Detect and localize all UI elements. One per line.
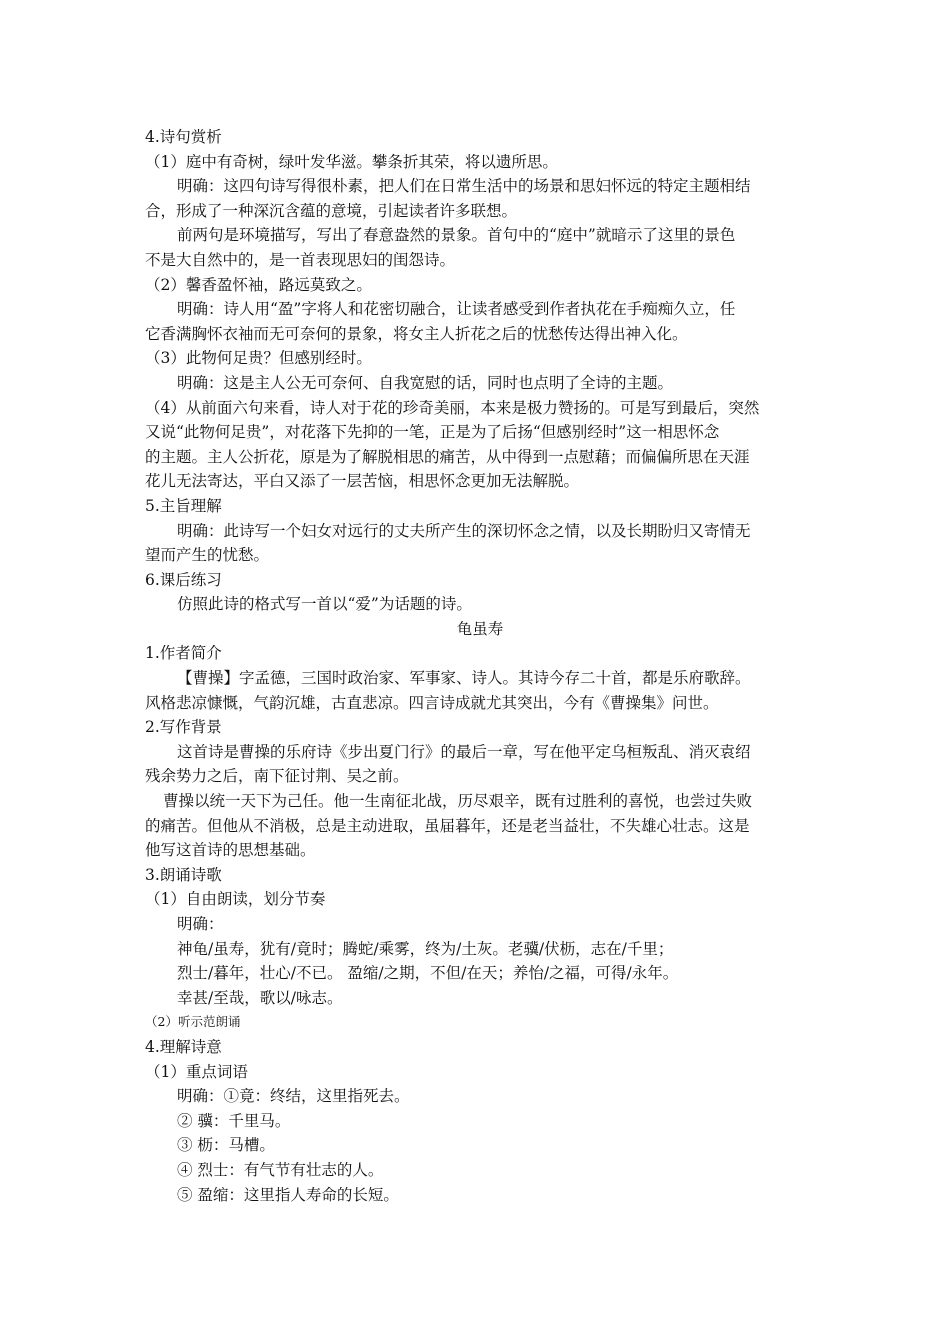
text-line: （4）从前面六句来看，诗人对于花的珍奇美丽，本来是极力赞扬的。可是写到最后，突然 [145,398,760,417]
text-line: 望而产生的忧愁。 [145,546,270,565]
text-line: 他写这首诗的思想基础。 [145,841,316,860]
text-line: （1）庭中有奇树，绿叶发华滋。攀条折其荣，将以遗所思。 [145,152,558,171]
section-heading: 4.诗句赏析 [145,128,222,146]
text-line: 仿照此诗的格式写一首以“爱”为话题的诗。 [177,595,472,614]
text-line: 明确：这四句诗写得很朴素，把人们在日常生活中的场景和思妇怀远的特定主题相结 [177,177,751,196]
text-line: ③ 枥：马槽。 [177,1136,275,1155]
text-line: 烈士/暮年，壮心/不已。 盈缩/之期，不但/在天；养怡/之福，可得/永年。 [177,964,679,983]
text-line: （1）自由朗读，划分节奏 [145,890,326,909]
section-heading: 6.课后练习 [145,570,222,589]
text-line: 明确：此诗写一个妇女对远行的丈夫所产生的深切怀念之情，以及长期盼归又寄情无 [177,521,751,540]
section-heading: 2.写作背景 [145,718,222,737]
text-line: 又说“此物何足贵”，对花落下先抑的一笔，正是为了后扬“但感别经时”这一相思怀念 [145,423,720,442]
text-line: 花儿无法寄达，平白又添了一层苦恼，相思怀念更加无法解脱。 [145,472,580,491]
text-line: 前两句是环境描写，写出了春意盎然的景象。首句中的“庭中”就暗示了这里的景色 [177,226,736,245]
text-line: ② 骥：千里马。 [177,1111,291,1130]
document-body [145,125,815,1207]
text-line: （1）重点词语 [145,1062,248,1081]
text-line: 风格悲凉慷慨，气韵沉雄，古直悲凉。四言诗成就尤其突出，今有《曹操集》问世。 [145,693,719,712]
text-line: ④ 烈士：有气节有壮志的人。 [177,1160,384,1179]
text-line: 明确：诗人用“盈”字将人和花密切融合，让读者感受到作者执花在手痴痴久立，任 [177,300,736,319]
text-line: 明确： [177,915,224,933]
text-line: （3）此物何足贵？但感别经时。 [145,349,372,368]
section-heading: 3.朗诵诗歌 [145,865,222,884]
text-line: 这首诗是曹操的乐府诗《步出夏门行》的最后一章，写在他平定乌桓叛乱、消灭袁绍 [177,742,751,761]
text-line: 曹操以统一天下为己任。他一生南征北战，历尽艰辛，既有过胜利的喜悦，也尝过失败 [163,792,753,811]
text-line: 幸甚/至哉，歌以/咏志。 [177,988,343,1007]
section-heading: 5.主旨理解 [145,496,222,515]
text-line: 【曹操】字孟德，三国时政治家、军事家、诗人。其诗今存二十首，都是乐府歌辞。 [177,669,751,688]
section-heading: 4.理解诗意 [145,1037,222,1056]
text-line: 的主题。主人公折花，原是为了解脱相思的痛苦，从中得到一点慰藉；而偏偏所思在天涯 [145,447,750,466]
section-heading: 1.作者简介 [145,644,222,663]
text-line: 合，形成了一种深沉含蕴的意境，引起读者许多联想。 [145,201,518,220]
text-line: 明确：①竟：终结，这里指死去。 [177,1087,410,1106]
text-line: （2）听示范朗诵 [145,1014,241,1030]
poem-title: 龟虽寿 [456,619,504,638]
text-line: ⑤ 盈缩：这里指人寿命的长短。 [177,1185,399,1204]
text-line: 明确：这是主人公无可奈何、自我宽慰的话，同时也点明了全诗的主题。 [177,373,674,392]
text-line: 的痛苦。但他从不消极，总是主动进取，虽届暮年，还是老当益壮，不失雄心壮志。这是 [145,816,750,835]
text-line: 神龟/虽寿，犹有/竟时；腾蛇/乘雾，终为/土灰。老骥/伏枥，志在/千里； [177,939,674,958]
text-line: 不是大自然中的，是一首表现思妇的闺怨诗。 [145,250,456,269]
text-line: 残余势力之后，南下征讨荆、吴之前。 [145,767,409,786]
text-line: （2）馨香盈怀袖，路远莫致之。 [145,275,372,294]
text-line: 它香满胸怀衣袖而无可奈何的景象，将女主人折花之后的忧愁传达得出神入化。 [145,324,688,343]
